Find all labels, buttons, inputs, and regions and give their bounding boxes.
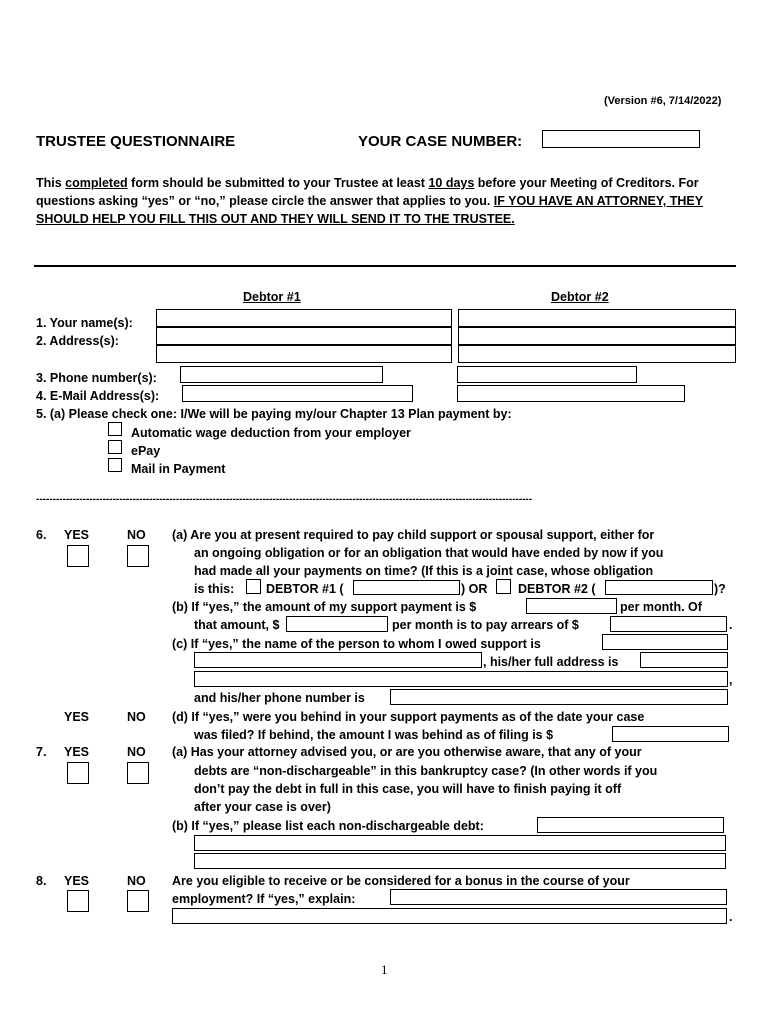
support-payment-input[interactable] <box>526 598 617 614</box>
q2-label: 2. Address(s): <box>36 334 119 348</box>
q8-yes-label: YES <box>64 874 90 888</box>
q6b-line1: (b) If “yes,” the amount of my support payment is $ <box>172 600 477 614</box>
intro-days: 10 days <box>428 176 475 190</box>
q8-no-checkbox[interactable] <box>127 890 149 912</box>
nondischargeable-debt-input-1[interactable] <box>537 817 724 833</box>
q6d-line1: (d) If “yes,” were you behind in your support payments as of the date your case <box>172 710 645 724</box>
q7b-label: (b) If “yes,” please list each non-dischargeable debt: <box>172 819 484 833</box>
bonus-explain-input-1[interactable] <box>390 889 727 905</box>
q6-debtor1-input[interactable] <box>353 580 460 595</box>
q6b-period: . <box>729 618 733 632</box>
debtor1-address-input-1[interactable] <box>156 327 452 345</box>
bonus-explain-input-2[interactable] <box>172 908 727 924</box>
q7-no-label: NO <box>127 745 146 759</box>
intro-text-1: This <box>36 176 66 190</box>
q6-debtor1-checkbox[interactable] <box>246 579 261 594</box>
page-number: 1 <box>381 962 388 977</box>
q6-yes-label: YES <box>64 528 90 542</box>
q8-yes-checkbox[interactable] <box>67 890 89 912</box>
q5-option-wage: Automatic wage deduction from your employer <box>131 426 411 440</box>
q7a-line2: debts are “non-dischargeable” in this bankruptcy case? (In other words if you <box>194 764 658 778</box>
debtor1-phone-input[interactable] <box>180 366 383 383</box>
q6a-line4: is this: <box>194 582 235 596</box>
q6d-yes-label: YES <box>64 710 90 724</box>
q6-no-checkbox[interactable] <box>127 545 149 567</box>
debtor2-address-input-1[interactable] <box>458 327 736 345</box>
q6a-line3: had made all your payments on time? (If this is a joint case, whose obligation <box>194 564 654 578</box>
q6c-line2: , his/her full address is <box>483 655 619 669</box>
q7a-line4: after your case is over) <box>194 800 331 814</box>
q1-label: 1. Your name(s): <box>36 316 133 330</box>
q8-no-label: NO <box>127 874 146 888</box>
q6a-line1: (a) Are you at present required to pay child support or spousal support, either for <box>172 528 655 542</box>
q7a-line1: (a) Has your attorney advised you, or are you otherwise aware, that any of your <box>172 745 642 759</box>
case-number-label: YOUR CASE NUMBER: <box>358 133 523 150</box>
support-phone-input[interactable] <box>390 689 728 705</box>
q6b-line3: per month is to pay arrears of $ <box>392 618 579 632</box>
q8-period: . <box>729 910 733 924</box>
q5-option-mail: Mail in Payment <box>131 462 226 476</box>
support-address-input-1[interactable] <box>640 652 728 668</box>
q7-yes-checkbox[interactable] <box>67 762 89 784</box>
version-label: (Version #6, 7/14/2022) <box>604 95 722 107</box>
epay-checkbox[interactable] <box>108 440 122 454</box>
q6c-line1: (c) If “yes,” the name of the person to whom I owed support is <box>172 637 541 651</box>
debtor2-header: Debtor #2 <box>551 290 609 304</box>
q8-number: 8. <box>36 874 47 888</box>
q7-number: 7. <box>36 745 47 759</box>
debtor1-name-input[interactable] <box>156 309 452 327</box>
support-address-input-2[interactable] <box>194 671 728 687</box>
arrears-total-input[interactable] <box>610 616 727 632</box>
q5-option-epay: ePay <box>131 444 161 458</box>
intro-completed: completed <box>65 176 128 190</box>
q8-line1: Are you eligible to receive or be considered for a bonus in the course of your <box>172 874 630 888</box>
q6-debtor2-input[interactable] <box>605 580 713 595</box>
q6a-line2: an ongoing obligation or for an obligation that would have ended by now if you <box>194 546 664 560</box>
mail-payment-checkbox[interactable] <box>108 458 122 472</box>
q6b-line2: that amount, $ <box>194 618 280 632</box>
intro-text-3: before your Meeting of Creditors. For questions asking “yes” or “no,” please circle the answer that applies to you. <box>36 176 699 208</box>
nondischargeable-debt-input-2[interactable] <box>194 835 726 851</box>
q6c-line3: and his/her phone number is <box>194 691 365 705</box>
q6-debtor2-checkbox[interactable] <box>496 579 511 594</box>
intro-paragraph <box>36 174 726 228</box>
q3-label: 3. Phone number(s): <box>36 371 157 385</box>
arrears-amount-input[interactable] <box>286 616 388 632</box>
section-separator: ----------------------------------------------------------------------------------------------------------------------------------------------------- <box>36 495 533 505</box>
q6-number: 6. <box>36 528 47 542</box>
q6a-debtor2-label: DEBTOR #2 ( <box>518 582 596 596</box>
debtor1-address-input-2[interactable] <box>156 345 452 363</box>
q6d-line2: was filed? If behind, the amount I was behind as of filing is $ <box>194 728 554 742</box>
q6a-or-label: ) OR <box>461 582 488 596</box>
debtor2-name-input[interactable] <box>458 309 736 327</box>
debtor2-email-input[interactable] <box>457 385 685 402</box>
debtor1-header: Debtor #1 <box>243 290 301 304</box>
q6-no-label: NO <box>127 528 146 542</box>
debtor2-address-input-2[interactable] <box>458 345 736 363</box>
q6b-per-month: per month. Of <box>620 600 702 614</box>
q7-yes-label: YES <box>64 745 90 759</box>
q6c-comma: , <box>729 673 733 687</box>
form-title: TRUSTEE QUESTIONNAIRE <box>36 133 236 150</box>
q7a-line3: don’t pay the debt in full in this case, you will have to finish paying it off <box>194 782 622 796</box>
q6a-close: )? <box>714 582 726 596</box>
intro-attorney-note: IF YOU HAVE AN ATTORNEY, THEY SHOULD HELP YOU FILL THIS OUT AND THEY WILL SEND IT TO THE TRUSTEE. <box>36 194 704 226</box>
header-divider <box>34 265 736 267</box>
wage-deduction-checkbox[interactable] <box>108 422 122 436</box>
behind-amount-input[interactable] <box>612 726 729 742</box>
case-number-input[interactable] <box>542 130 700 148</box>
q4-label: 4. E-Mail Address(s): <box>36 389 160 403</box>
debtor1-email-input[interactable] <box>182 385 413 402</box>
debtor2-phone-input[interactable] <box>457 366 637 383</box>
q6-yes-checkbox[interactable] <box>67 545 89 567</box>
q6d-no-label: NO <box>127 710 146 724</box>
q8-line2: employment? If “yes,” explain: <box>172 892 356 906</box>
q6a-debtor1-label: DEBTOR #1 ( <box>266 582 344 596</box>
intro-text-2: form should be submitted to your Trustee at least <box>127 176 429 190</box>
nondischargeable-debt-input-3[interactable] <box>194 853 726 869</box>
q5-label: 5. (a) Please check one: I/We will be paying my/our Chapter 13 Plan payment by: <box>36 407 512 421</box>
support-person-name-input[interactable] <box>602 634 728 650</box>
support-person-name-input-2[interactable] <box>194 652 482 668</box>
q7-no-checkbox[interactable] <box>127 762 149 784</box>
